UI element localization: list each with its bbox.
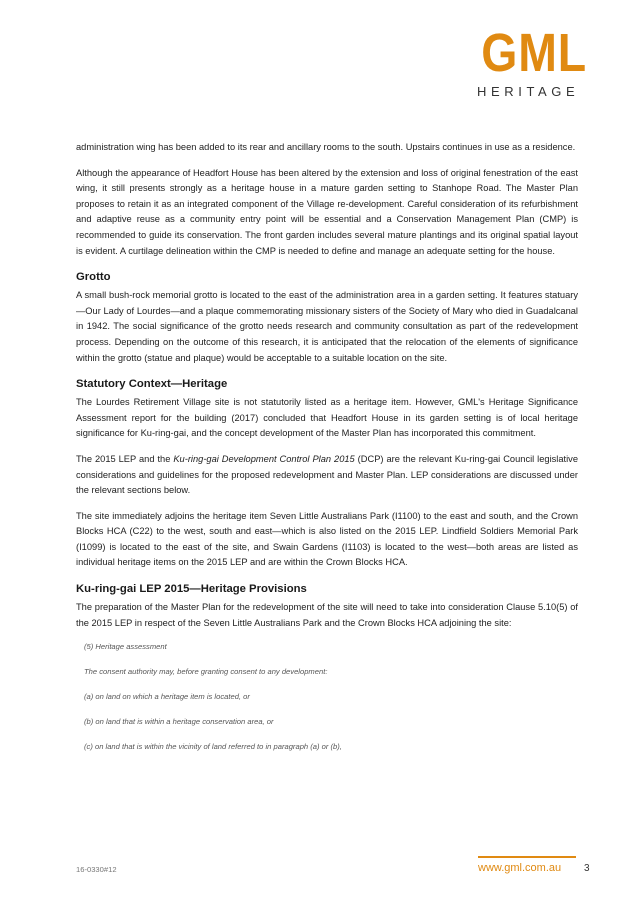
heading-lep-provisions: Ku-ring-gai LEP 2015—Heritage Provisions	[76, 583, 307, 596]
gml-heritage-logo	[474, 23, 588, 99]
headfort-paragraph: Although the appearance of Headfort House has been altered by the extension and loss of original fenestration of the east wing, it still presents strongly as a heritage house in a mature garden setting to Stanhope Road. The Master Plan proposes to retain it as an integrated component of the Village re-development. Careful consideration of its refurbishment and adaptive reuse as a community entry point will be essential and a Conservation Management Plan (CMP) is recommended to guide its conservation. The front garden includes several mature plantings and its original spatial layout is evident. A curtilage delineation within the CMP is needed to define and manage an adequate setting for the house.	[76, 167, 578, 256]
clause-quote	[76, 641, 578, 753]
statutory-p2-start: The 2015 LEP and the	[76, 453, 174, 464]
quote-item-c: (c) on land that is within the vicinity of land referred to in paragraph (a) or (b),	[84, 742, 342, 752]
statutory-paragraph-1: The Lourdes Retirement Village site is not statutorily listed as a heritage item. However, GML's Heritage Significance Assessment report for the building (2017) concluded that Headfort House in its garden setting is of local heritage significance for Ku-ring-gai, and the concept development of the Master Plan has incorporated this commitment.	[76, 397, 578, 439]
grotto-paragraph: A small bush-rock memorial grotto is located to the east of the administration area in a garden setting. It features statuary—Our Lady of Lourdes—and a plaque commemorating missionary sisters of the Society of Mary who died in Guadalcanal in 1942. The social significance of the grotto needs research and community consultation as part of the redevelopment process. Depending on the outcome of this research, it is anticipated that the relocation of the elements of significance within the grotto (statue and plaque) would be acceptable to a suitable location on the site.	[76, 290, 578, 363]
document-body	[76, 140, 578, 766]
quote-intro: The consent authority may, before granting consent to any development:	[84, 667, 328, 677]
logo-mark: GML	[481, 23, 588, 83]
quote-item-b: (b) on land that is within a heritage conservation area, or	[84, 717, 274, 727]
footer-rule	[478, 856, 576, 858]
quote-title: (5) Heritage assessment	[84, 642, 167, 652]
quote-item-a: (a) on land on which a heritage item is located, or	[84, 692, 250, 702]
page-number: 3	[584, 863, 590, 874]
statutory-paragraph-2	[76, 452, 578, 499]
statutory-paragraph-3: The site immediately adjoins the heritage item Seven Little Australians Park (I1100) to the east and south, and the Crown Blocks HCA (C22) to the west, south and east—which is also listed on the 2015 LEP. Lindfield Soldiers Memorial Park (I1099) is located to the east of the site, and Swain Gardens (I1103) is located to the west—both areas are listed as individual heritage items on the 2015 LEP and are within the Crown Blocks HCA.	[76, 510, 578, 568]
heading-grotto: Grotto	[76, 271, 111, 284]
document-code: 16-0330#12	[76, 865, 117, 874]
statutory-p2-end: (DCP) are the relevant Ku-ring-gai Council legislative considerations and guidelines for the proposed redevelopment and Master Plan. LEP considerations are discussed under the relevant sections below.	[76, 453, 579, 496]
lep-paragraph: The preparation of the Master Plan for the redevelopment of the site will need to take into consideration Clause 5.10(5) of the 2015 LEP in respect of the Seven Little Australians Park and the Crown Blocks HCA adjoining the site:	[76, 602, 578, 628]
dcp-title: Ku-ring-gai Development Control Plan 2015	[173, 453, 355, 464]
intro-paragraph: administration wing has been added to its rear and ancillary rooms to the south. Upstairs continues in use as a residence.	[76, 142, 576, 152]
website-link[interactable]: www.gml.com.au	[478, 862, 562, 874]
logo-subtitle: HERITAGE	[477, 84, 580, 99]
heading-statutory-context: Statutory Context—Heritage	[76, 378, 228, 391]
